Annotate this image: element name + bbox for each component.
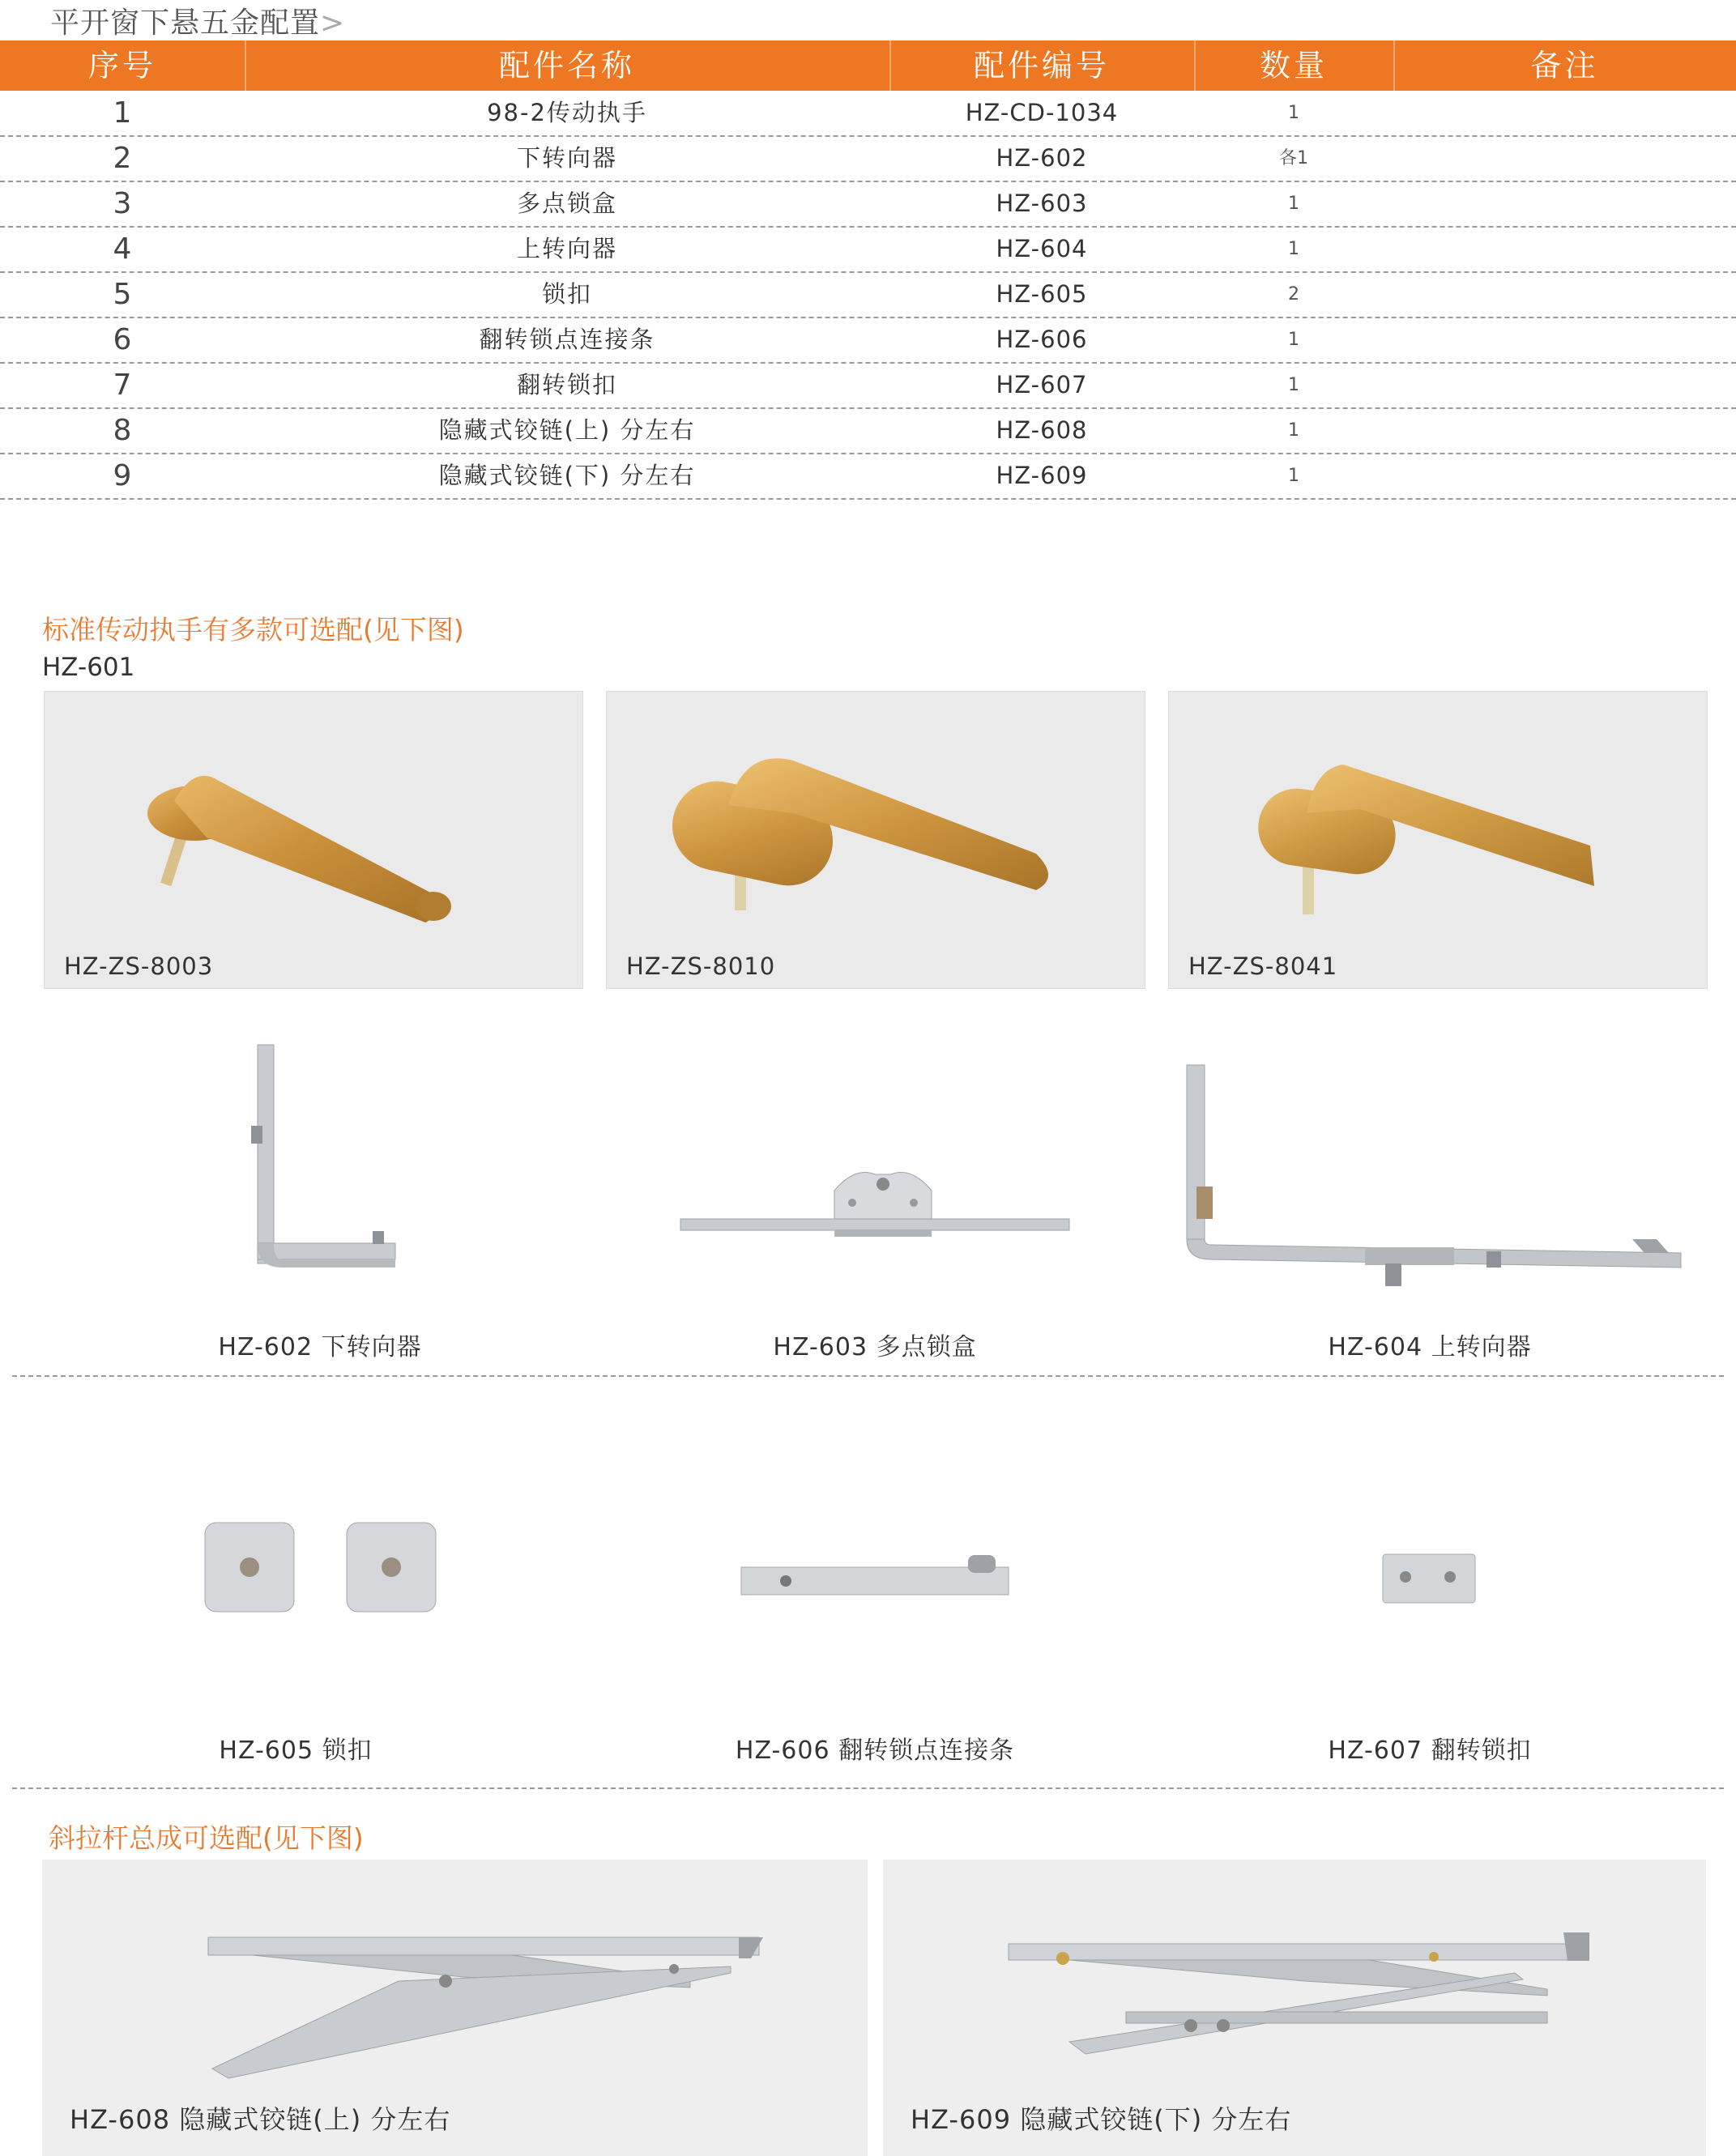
- row-qty: 各1: [1279, 148, 1308, 168]
- row-note: [1393, 408, 1736, 453]
- row-no: 7: [113, 369, 132, 402]
- row-no: 4: [113, 232, 132, 266]
- brace-card: [42, 1860, 868, 2156]
- table-row: [0, 181, 1736, 228]
- handles-model-label: HZ-601: [42, 653, 135, 682]
- row-note: [1393, 181, 1736, 226]
- handle-card: [44, 691, 583, 989]
- row-note: [1393, 454, 1736, 498]
- handle-card: [606, 691, 1145, 989]
- table-row: [0, 317, 1736, 364]
- part-caption: HZ-607 翻转锁扣: [1328, 1736, 1532, 1765]
- row-note: [1393, 227, 1736, 271]
- handle-card: [1168, 691, 1708, 989]
- table-row: [0, 454, 1736, 500]
- header-name: 配件名称: [498, 48, 635, 83]
- row-no: 6: [113, 323, 132, 356]
- header-note: 备注: [1530, 48, 1599, 83]
- row-note: [1393, 363, 1736, 407]
- row-code: HZ-602: [996, 144, 1088, 172]
- table-row: [0, 91, 1736, 137]
- bottom-corner-drive-image: [227, 1045, 421, 1288]
- row-name: 翻转锁点连接条: [479, 326, 655, 353]
- row-code: HZ-606: [996, 326, 1088, 353]
- part-caption: HZ-605 锁扣: [219, 1736, 373, 1765]
- row-name: 隐藏式铰链(上) 分左右: [438, 416, 696, 444]
- handle-label: HZ-ZS-8010: [626, 952, 776, 980]
- header-qty: 数量: [1259, 48, 1328, 83]
- row-no: 8: [113, 414, 132, 447]
- row-name: 下转向器: [516, 144, 617, 172]
- table-row: [0, 272, 1736, 318]
- chevron-right-icon: >: [320, 6, 346, 40]
- part-caption: HZ-604 上转向器: [1328, 1333, 1532, 1361]
- handle-8003-image: [45, 692, 582, 988]
- tilt-lock-connector-image: [737, 1551, 1013, 1608]
- row-qty: 1: [1288, 103, 1299, 123]
- row-qty: 1: [1288, 375, 1299, 395]
- lock-keeper-image: [201, 1519, 444, 1624]
- row-code: HZ-604: [996, 235, 1088, 262]
- row-no: 2: [113, 142, 132, 175]
- row-no: 5: [113, 278, 132, 311]
- section-divider: [12, 1787, 1724, 1789]
- row-qty: 1: [1288, 239, 1299, 259]
- row-name: 多点锁盒: [516, 190, 617, 217]
- table-header: [0, 40, 1736, 91]
- handle-8010-image: [607, 692, 1145, 988]
- row-code: HZ-609: [996, 462, 1088, 489]
- row-code: HZ-608: [996, 416, 1088, 444]
- handles-section-title: 标准传动执手有多款可选配(见下图): [42, 614, 464, 646]
- header-code: 配件编号: [973, 48, 1110, 83]
- table-row: [0, 227, 1736, 273]
- row-note: [1393, 272, 1736, 317]
- row-qty: 1: [1288, 194, 1299, 214]
- row-no: 3: [113, 187, 132, 220]
- row-qty: 1: [1288, 330, 1299, 350]
- row-note: [1393, 91, 1736, 135]
- row-qty: 1: [1288, 466, 1299, 486]
- row-qty: 1: [1288, 420, 1299, 441]
- page-title-text: 平开窗下悬五金配置: [50, 6, 321, 40]
- multipoint-lock-box-image: [680, 1166, 1069, 1239]
- row-code: HZ-CD-1034: [965, 99, 1119, 126]
- row-note: [1393, 136, 1736, 181]
- row-code: HZ-603: [996, 190, 1088, 217]
- row-no: 9: [113, 459, 132, 492]
- part-caption: HZ-603 多点锁盒: [773, 1333, 977, 1361]
- tilt-keeper-image: [1381, 1553, 1478, 1609]
- handle-label: HZ-ZS-8003: [64, 952, 214, 980]
- part-caption: HZ-606 翻转锁点连接条: [735, 1736, 1015, 1765]
- row-note: [1393, 317, 1736, 362]
- row-name: 上转向器: [516, 235, 617, 262]
- row-name: 隐藏式铰链(下) 分左右: [438, 462, 696, 489]
- table-row: [0, 136, 1736, 182]
- row-name: 翻转锁扣: [516, 371, 617, 398]
- row-name: 98-2传动执手: [487, 99, 647, 126]
- table-row: [0, 408, 1736, 454]
- brace-card: [883, 1860, 1706, 2156]
- header-no: 序号: [87, 48, 156, 83]
- row-code: HZ-605: [996, 280, 1088, 308]
- page-title: [50, 0, 345, 41]
- table-row: [0, 363, 1736, 409]
- braces-section-title: 斜拉杆总成可选配(见下图): [49, 1822, 364, 1854]
- part-caption: HZ-602 下转向器: [218, 1333, 422, 1361]
- row-qty: 2: [1288, 284, 1299, 305]
- brace-label: HZ-608 隐藏式铰链(上) 分左右: [70, 2104, 451, 2135]
- brace-label: HZ-609 隐藏式铰链(下) 分左右: [911, 2104, 1292, 2135]
- handle-label: HZ-ZS-8041: [1188, 952, 1338, 980]
- row-code: HZ-607: [996, 371, 1088, 398]
- section-divider: [12, 1375, 1724, 1377]
- row-name: 锁扣: [541, 280, 592, 308]
- handle-8041-image: [1169, 692, 1707, 988]
- row-no: 1: [113, 96, 132, 130]
- top-corner-drive-image: [1179, 1065, 1689, 1292]
